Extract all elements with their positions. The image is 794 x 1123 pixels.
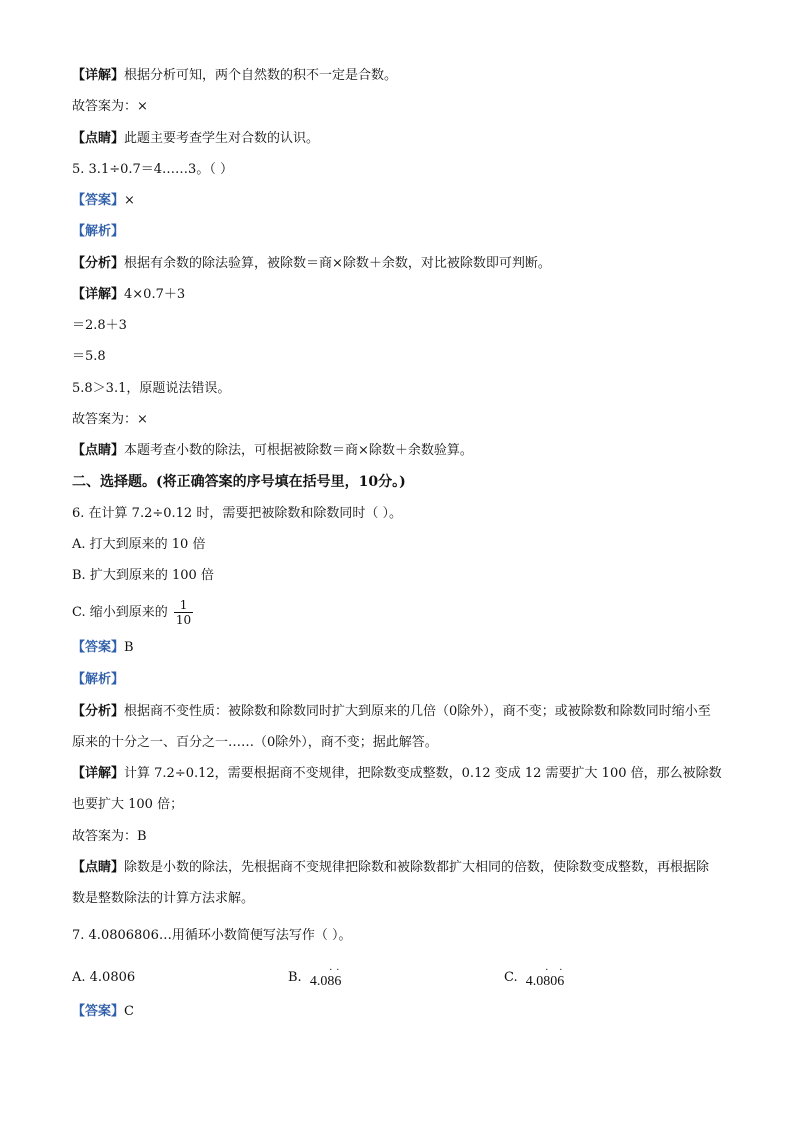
answer-line-5: 【答案】× <box>72 193 135 208</box>
calc-step-2: ＝5.8 <box>72 349 106 364</box>
conclusion-line-5: 5.8＞3.1，原题说法错误。 <box>72 381 231 396</box>
detail-line-5: 【详解】4×0.7＋3 <box>72 287 186 302</box>
comment-line-6: 【点睛】除数是小数的除法，先根据商不变规律把除数和被除数都扩大相同的倍数，使除数变成整数，再根据除数是整数除法的计算方法求解。 <box>72 860 710 906</box>
comment-line-1: 【点睛】此题主要考查学生对合数的认识。 <box>72 131 320 146</box>
answer-summary-1: 故答案为：× <box>72 99 148 114</box>
repeat-dot: · <box>329 965 333 976</box>
analysis-line-6: 【分析】根据商不变性质：被除数和除数同时扩大到原来的几倍（0除外），商不变；或被除数和除数同时缩小至原来的十分之一、百分之一……（0除外），商不变；据此解答。 <box>72 704 711 750</box>
analysis-header-5: 【解析】 <box>72 224 125 239</box>
answer-summary-6: 故答案为：B <box>72 829 147 844</box>
repeating-decimal-c: 4.0 · 80 · 6 <box>525 965 565 989</box>
question-6: 6. 在计算 7.2÷0.12 时，需要把被除数和除数同时（ ）。 <box>72 506 402 521</box>
calc-step-1: ＝2.8＋3 <box>72 318 127 333</box>
analysis-line-5: 【分析】根据有余数的除法验算，被除数＝商×除数＋余数，对比被除数即可判断。 <box>72 256 551 271</box>
repeat-dot: · <box>559 965 563 976</box>
option-6a: A. 打大到原来的 10 倍 <box>72 537 206 552</box>
question-7: 7. 4.0806806…用循环小数简便写法写作（ ）。 <box>72 928 352 943</box>
answer-line-7: 【答案】C <box>72 1004 134 1019</box>
detail-line-6: 【详解】计算 7.2÷0.12，需要根据商不变规律，把除数变成整数，0.12 变成 12 需要扩大 100 倍，那么被除数也要扩大 100 倍； <box>72 766 722 812</box>
option-6b: B. 扩大到原来的 100 倍 <box>72 568 214 583</box>
option-6c: C. 缩小到原来的 $\frac{1}{10}$ <box>72 598 192 627</box>
option-7b: B. 4.0 · 8 · 6 <box>288 965 342 989</box>
repeat-dot: · <box>336 965 340 976</box>
tag-detail: 【详解】 <box>72 68 125 83</box>
option-7c: C. 4.0 · 80 · 6 <box>504 965 565 989</box>
repeating-decimal-b: 4.0 · 8 · 6 <box>309 965 342 989</box>
option-7a: A. 4.0806 <box>72 970 136 985</box>
analysis-header-6: 【解析】 <box>72 672 125 687</box>
repeat-dot: · <box>545 965 549 976</box>
comment-line-5: 【点睛】本题考查小数的除法，可根据被除数＝商×除数＋余数验算。 <box>72 443 473 458</box>
answer-summary-5: 故答案为：× <box>72 412 148 427</box>
answer-line-6: 【答案】B <box>72 640 134 655</box>
fraction-one-tenth: $\frac{1}{10}$ <box>175 598 192 627</box>
detail-line-1: 【详解】根据分析可知，两个自然数的积不一定是合数。 <box>72 68 398 83</box>
question-5: 5. 3.1÷0.7＝4……3。（ ） <box>72 162 233 177</box>
section-heading: 二、选择题。(将正确答案的序号填在括号里，10分。) <box>72 474 406 490</box>
